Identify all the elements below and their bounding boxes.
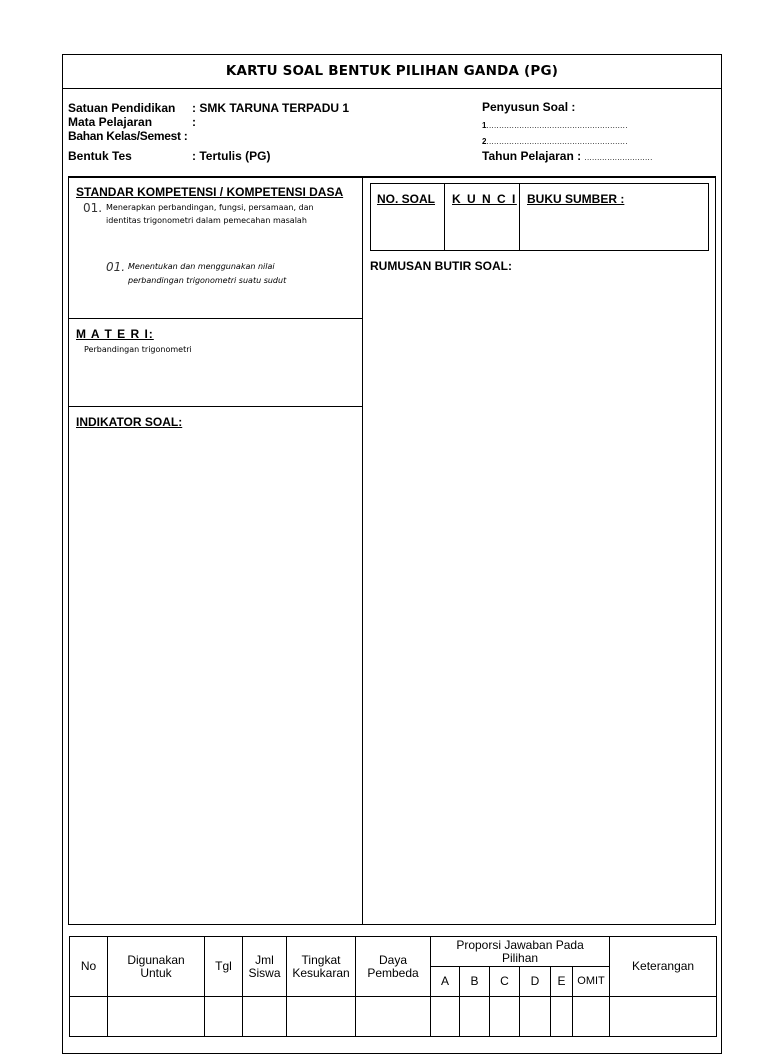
sk-kd-heading: STANDAR KOMPETENSI / KOMPETENSI DASA: [76, 185, 344, 199]
table-cell: [610, 997, 717, 1037]
content-box: [68, 176, 716, 925]
tingkat-line-1: Tingkat: [301, 952, 341, 967]
soal-info-divider-1: [444, 184, 445, 250]
penyusun-line-2: [482, 134, 628, 148]
col-keterangan: Keterangan: [610, 937, 717, 997]
proporsi-line-2: Pilihan: [502, 950, 539, 965]
kunci-label: K U N C I: [452, 192, 517, 206]
penyusun-1-num: 1: [482, 121, 487, 130]
digunakan-line-1: Digunakan: [127, 952, 185, 967]
penyusun-1-dots: ........................................................: [486, 121, 628, 130]
table-cell: [520, 997, 551, 1037]
col-digunakan: [108, 937, 205, 997]
option-b: B: [460, 967, 490, 997]
sk-line-2: identitas trigonometri dalam pemecahan masalah: [106, 216, 307, 225]
title-divider: [62, 88, 722, 89]
analysis-table: [69, 936, 717, 1037]
tahun-line: [482, 150, 653, 164]
daya-line-1: Daya: [378, 952, 407, 967]
materi-text: Perbandingan trigonometri: [84, 345, 192, 354]
table-cell: [551, 997, 573, 1037]
table-cell: [108, 997, 205, 1037]
option-d: D: [520, 967, 551, 997]
table-cell: [356, 997, 431, 1037]
materi-heading: M A T E R I:: [76, 327, 154, 341]
table-cell: [490, 997, 520, 1037]
table-row: [70, 997, 717, 1037]
table-cell: [70, 997, 108, 1037]
no-soal-label: NO. SOAL: [377, 192, 436, 206]
sk-line-1: Menerapkan perbandingan, fungsi, persamaan, dan: [106, 203, 314, 212]
penyusun-2-dots: ........................................................: [486, 137, 628, 146]
table-cell: [243, 997, 287, 1037]
sk-divider: [69, 318, 362, 319]
kd-line-1: Menentukan dan menggunakan nilai: [128, 262, 275, 271]
penyusun-label: Penyusun Soal :: [482, 100, 576, 114]
col-no: No: [70, 937, 108, 997]
table-cell: [573, 997, 610, 1037]
col-tgl: Tgl: [205, 937, 243, 997]
table-cell: [460, 997, 490, 1037]
table-cell: [287, 997, 356, 1037]
digunakan-line-2: Untuk: [140, 965, 172, 980]
col-daya: [356, 937, 431, 997]
daya-line-2: Pembeda: [367, 965, 419, 980]
rumusan-label: RUMUSAN BUTIR SOAL:: [370, 259, 512, 273]
jml-line-1: Jml: [255, 952, 274, 967]
kd-number: 01.: [106, 260, 126, 274]
option-omit: OMIT: [573, 967, 610, 997]
sk-number: 01.: [83, 201, 103, 215]
tahun-dots: ...........................: [584, 153, 653, 162]
option-a: A: [431, 967, 460, 997]
penyusun-line-1: [482, 118, 628, 132]
mapel-label: Mata Pelajaran: [68, 115, 153, 129]
table-cell: [431, 997, 460, 1037]
kelas-label: Bahan Kelas/Semest :: [68, 129, 188, 143]
bentuk-label: Bentuk Tes: [68, 149, 132, 163]
jml-line-2: Siswa: [248, 965, 281, 980]
table-cell: [205, 997, 243, 1037]
proporsi-line-1: Proporsi Jawaban Pada: [456, 937, 584, 952]
card-title: KARTU SOAL BENTUK PILIHAN GANDA (PG): [225, 63, 559, 79]
bentuk-value: : Tertulis (PG): [192, 149, 271, 163]
penyusun-2-num: 2: [482, 137, 487, 146]
satuan-value: : SMK TARUNA TERPADU 1: [192, 101, 350, 115]
col-proporsi: [431, 937, 610, 967]
tahun-label: Tahun Pelajaran :: [482, 149, 582, 163]
soal-info-divider-2: [519, 184, 520, 250]
column-divider: [362, 177, 363, 925]
tingkat-line-2: Kesukaran: [292, 965, 350, 980]
col-jml-siswa: [243, 937, 287, 997]
mapel-value: :: [192, 115, 196, 129]
option-c: C: [490, 967, 520, 997]
indikator-heading: INDIKATOR SOAL:: [76, 415, 183, 429]
satuan-label: Satuan Pendidikan: [68, 101, 176, 115]
kd-line-2: perbandingan trigonometri suatu sudut: [128, 276, 287, 285]
buku-sumber-label: BUKU SUMBER :: [527, 192, 625, 206]
col-tingkat: [287, 937, 356, 997]
option-e: E: [551, 967, 573, 997]
materi-divider: [69, 406, 362, 407]
